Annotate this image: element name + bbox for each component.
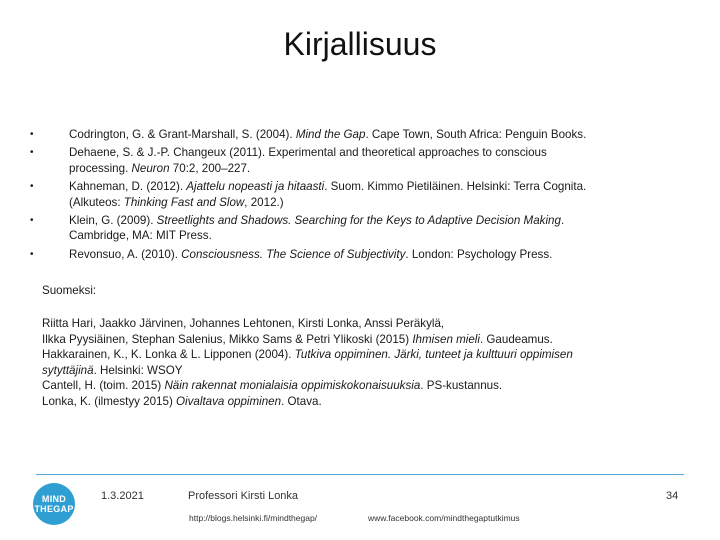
reference-text: Ilkka Pyysiäinen, Stephan Salenius, Mikko Sams & Petri Ylikoski (2015) <box>42 332 413 346</box>
reference-text: . PS-kustannus. <box>420 379 503 393</box>
bullet-icon: • <box>30 215 34 227</box>
reference-text: Lonka, K. (ilmestyy 2015) <box>42 394 177 408</box>
reference-line <box>69 179 700 194</box>
italic-title-text: sytyttäjinä <box>42 363 94 377</box>
reference-text: Cantell, H. (toim. 2015) <box>42 379 165 393</box>
reference-line <box>69 145 700 160</box>
reference-text: Kahneman, D. (2012). <box>69 180 187 194</box>
reference-line <box>69 228 700 243</box>
reference-text: . Gaudeamus. <box>479 332 553 346</box>
reference-text: Revonsuo, A. (2010). <box>69 247 182 261</box>
finnish-reference-block <box>42 316 702 410</box>
reference-text: Cambridge, MA: MIT Press. <box>69 229 212 243</box>
reference-text: (Alkuteos: <box>69 195 124 209</box>
bullet-icon: • <box>30 129 34 140</box>
logo-text-line2: THEGAP <box>34 504 74 514</box>
reference-line <box>69 161 700 176</box>
reference-item <box>30 213 700 244</box>
finnish-reference-line <box>42 316 702 332</box>
reference-list <box>30 127 700 265</box>
facebook-url-link[interactable]: www.facebook.com/mindthegaptutkimus <box>368 513 520 523</box>
bullet-icon: • <box>30 248 34 260</box>
reference-text: . Otava. <box>281 394 322 408</box>
reference-line <box>69 213 700 228</box>
slide-title: Kirjallisuus <box>283 26 437 62</box>
reference-text: Riitta Hari, Jaakko Järvinen, Johannes Lehtonen, Kirsti Lonka, Anssi Peräkylä, <box>42 317 445 330</box>
blog-url-link[interactable]: http://blogs.helsinki.fi/mindthegap/ <box>189 513 318 523</box>
reference-text: processing. <box>69 161 132 175</box>
footer-date: 1.3.2021 <box>101 490 144 502</box>
reference-text: . <box>560 214 565 228</box>
reference-text: Hakkarainen, K., K. Lonka & L. Lipponen (2004). <box>42 348 295 362</box>
reference-item <box>30 127 700 142</box>
italic-title-text: Tutkiva oppiminen. Järki, tunteet ja kulttuuri oppimisen <box>294 348 573 362</box>
footer-divider <box>36 474 684 475</box>
italic-title-text: Thinking Fast and Slow <box>123 195 245 209</box>
italic-title-text: Näin rakennat monialaisia oppimiskokonaisuuksia <box>164 379 421 393</box>
finnish-reference-line <box>42 363 702 379</box>
reference-line <box>69 247 700 262</box>
reference-text: , 2012.) <box>244 195 284 209</box>
bullet-icon: • <box>30 181 34 193</box>
finnish-reference-line <box>42 394 702 410</box>
page-number: 34 <box>666 490 679 502</box>
finnish-subheading: Suomeksi: <box>42 284 97 297</box>
italic-title-text: Consciousness. The Science of Subjectivity <box>181 247 406 261</box>
finnish-reference-line <box>42 378 702 394</box>
italic-title-text: Ajattelu nopeasti ja hitaasti <box>186 180 325 194</box>
italic-title-text: Ihmisen mieli <box>412 332 480 346</box>
reference-item <box>30 145 700 176</box>
reference-text: . Helsinki: WSOY <box>93 363 183 377</box>
reference-text: . Cape Town, South Africa: Penguin Books. <box>365 128 587 141</box>
finnish-reference-line <box>42 332 702 348</box>
italic-title-text: Neuron <box>131 161 170 175</box>
footer-author: Professori Kirsti Lonka <box>188 490 299 502</box>
finnish-reference-line <box>42 347 702 363</box>
mind-the-gap-logo <box>33 483 75 525</box>
italic-title-text: Oivaltava oppiminen <box>176 394 282 408</box>
reference-line <box>69 195 700 210</box>
reference-text: Codrington, G. & Grant-Marshall, S. (2004). <box>69 128 296 141</box>
reference-text: . Suom. Kimmo Pietiläinen. Helsinki: Terra Cognita. <box>324 180 587 194</box>
reference-text: 70:2, 200–227. <box>169 161 251 175</box>
reference-text: Klein, G. (2009). <box>69 214 157 228</box>
logo-text-line1: MIND <box>41 494 67 504</box>
italic-title-text: Mind the Gap <box>295 128 366 141</box>
bullet-icon: • <box>30 147 34 159</box>
reference-item <box>30 247 700 262</box>
reference-text: . London: Psychology Press. <box>405 247 553 261</box>
reference-line <box>69 127 700 142</box>
reference-item <box>30 179 700 210</box>
reference-text: Dehaene, S. & J.-P. Changeux (2011). Experimental and theoretical approaches to conscious <box>69 146 547 160</box>
italic-title-text: Streetlights and Shadows. Searching for the Keys to Adaptive Decision Making <box>156 214 561 228</box>
